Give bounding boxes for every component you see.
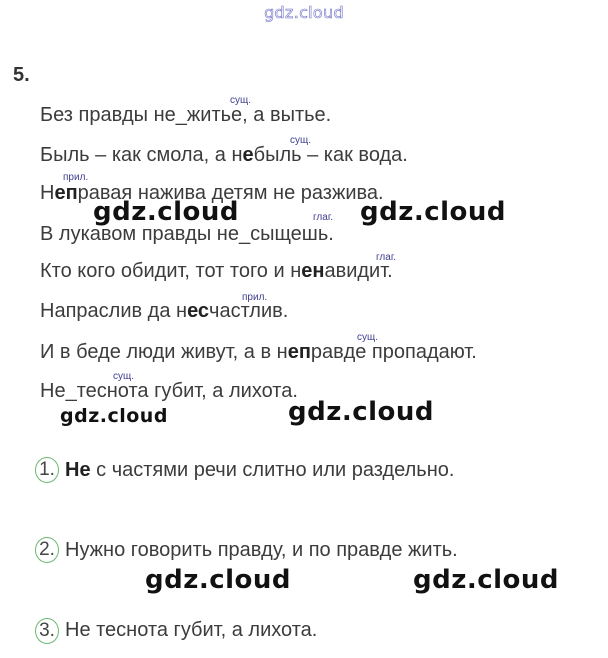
answer-number-circle: 1.	[35, 457, 59, 483]
watermark: gdz.cloud	[93, 197, 240, 227]
proverb-line: Быль – как смола, а небыль – как вода.	[40, 144, 408, 166]
pos-tag: глаг.	[376, 252, 397, 263]
exercise-number: 5.	[13, 64, 30, 86]
answer-text: Не теснота губит, а лихота.	[65, 619, 318, 641]
proverb-line: Напраслив да несчастлив.	[40, 300, 289, 322]
proverb-line: Не_теснота губит, а лихота.	[40, 380, 298, 402]
answer-text: Не с частями речи слитно или раздельно.	[65, 459, 455, 481]
answer-number-circle: 2.	[35, 537, 59, 563]
watermark: gdz.cloud	[413, 565, 560, 595]
pos-tag: прил.	[242, 292, 268, 303]
pos-tag: сущ.	[357, 332, 379, 343]
proverb-line: Без правды не_житье, а вытье.	[40, 104, 332, 126]
proverb-line: В лукавом правды не_сыщешь.	[40, 223, 334, 245]
watermark: gdz.cloud	[145, 565, 292, 595]
proverb-line: И в беде люди живут, а в неправде пропадают.	[40, 341, 477, 363]
pos-tag: прил.	[63, 172, 89, 183]
answer-text: Нужно говорить правду, и по правде жить.	[65, 539, 458, 561]
watermark: gdz.cloud	[60, 405, 168, 427]
header-watermark: gdz.cloud	[264, 3, 344, 22]
pos-tag: сущ.	[230, 95, 252, 106]
pos-tag: сущ.	[290, 135, 312, 146]
watermark: gdz.cloud	[288, 397, 435, 427]
proverb-line: Кто кого обидит, тот того и ненавидит.	[40, 260, 393, 282]
proverb-line: Неправая нажива детям не разжива.	[40, 182, 384, 204]
pos-tag: глаг.	[313, 212, 334, 223]
answer-number-circle: 3.	[35, 618, 59, 644]
watermark: gdz.cloud	[360, 197, 507, 227]
pos-tag: сущ.	[113, 371, 135, 382]
